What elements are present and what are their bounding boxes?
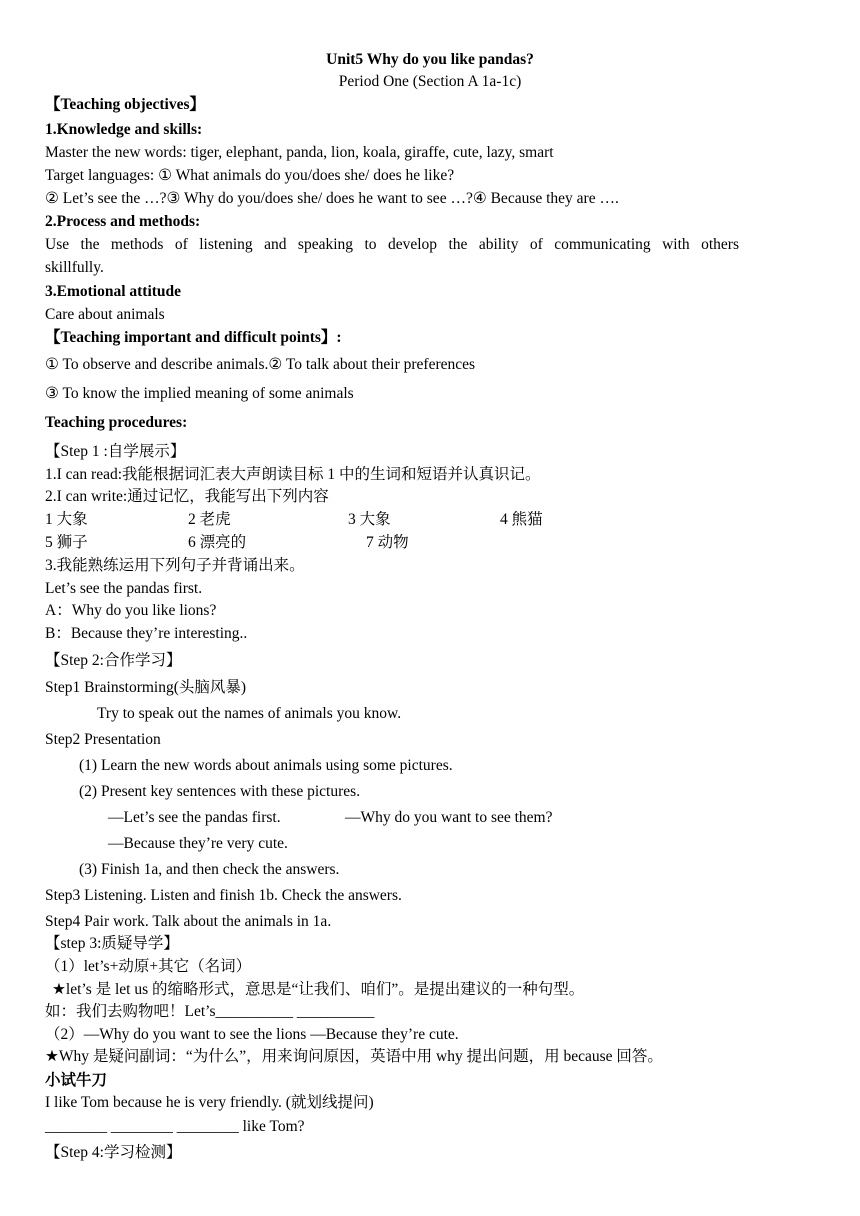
presentation-line: Step2 Presentation [45, 731, 161, 748]
sentence-line: Let’s see the pandas first. [45, 580, 203, 597]
presentation-item: (3) Finish 1a, and then check the answers. [79, 861, 340, 878]
target-languages-line-2: ② Let’s see the …?③ Why do you/does she/ does he want to see …?④ Because they are …. [45, 190, 619, 207]
pairwork-line: Step4 Pair work. Talk about the animals in 1a. [45, 913, 332, 930]
important-point-line-2: ③ To know the implied meaning of some animals [45, 385, 354, 402]
brainstorm-detail: Try to speak out the names of animals you know. [97, 705, 402, 722]
process-text-line-1: Use the methods of listening and speaking to develop the ability of communicating with others [45, 236, 739, 253]
procedures-heading: Teaching procedures: [45, 414, 188, 431]
step1-read-line: 1.I can read:我能根据词汇表大声朗读目标 1 中的生词和短语并认真识记。 [45, 466, 541, 483]
step4-heading: 【Step 4:学习检测】 [45, 1144, 182, 1161]
objectives-heading: 【Teaching objectives】 [45, 96, 206, 113]
important-points-heading: 【Teaching important and difficult points】: [45, 329, 342, 346]
dialogue-line: —Because they’re very cute. [108, 835, 288, 852]
document-subtitle: Period One (Section A 1a-1c) [338, 73, 522, 90]
important-point-line-1: ① To observe and describe animals.② To talk about their preferences [45, 356, 476, 373]
presentation-item: (1) Learn the new words about animals using some pictures. [79, 757, 453, 774]
grammar-example-1: 如：我们去购物吧！Let’s__________ __________ [45, 1003, 375, 1020]
practice-line-2: ________ ________ ________ like Tom? [45, 1118, 305, 1135]
step3-heading: 【step 3:质疑导学】 [45, 935, 179, 952]
vocab-item: 6 漂亮的 [188, 534, 247, 551]
vocab-item: 1 大象 [45, 511, 88, 528]
brainstorm-line: Step1 Brainstorming(头脑风暴) [45, 679, 247, 696]
step1-heading: 【Step 1 :自学展示】 [45, 443, 186, 460]
practice-heading: 小试牛刀 [45, 1071, 108, 1089]
knowledge-heading: 1.Knowledge and skills: [45, 121, 203, 138]
vocab-item: 3 大象 [348, 511, 391, 528]
dialogue-line: —Let’s see the pandas first. [108, 809, 281, 826]
listening-line: Step3 Listening. Listen and finish 1b. Check the answers. [45, 887, 402, 904]
process-text-line-2: skillfully. [45, 259, 104, 276]
vocab-item: 5 狮子 [45, 534, 88, 551]
document-title: Unit5 Why do you like pandas? [326, 51, 534, 68]
vocab-item: 2 老虎 [188, 511, 231, 528]
grammar-point-2: （2）—Why do you want to see the lions —Because they’re cute. [45, 1026, 459, 1043]
grammar-note-2: ★Why 是疑问副词：“为什么”，用来询问原因，英语中用 why 提出问题，用 because 回答。 [45, 1048, 663, 1065]
presentation-item: (2) Present key sentences with these pictures. [79, 783, 361, 800]
vocab-item: 4 熊猫 [500, 511, 543, 528]
emotional-text: Care about animals [45, 306, 165, 323]
target-languages-line-1: Target languages: ① What animals do you/does she/ does he like? [45, 167, 455, 184]
new-words-line: Master the new words: tiger, elephant, panda, lion, koala, giraffe, cute, lazy, smart [45, 144, 554, 161]
emotional-heading: 3.Emotional attitude [45, 283, 182, 300]
practice-line-1: I like Tom because he is very friendly. (就划线提问) [45, 1094, 374, 1111]
step1-write-line: 2.I can write:通过记忆，我能写出下列内容 [45, 488, 329, 505]
vocab-item: 7 动物 [366, 534, 409, 551]
sentence-line: A：Why do you like lions? [45, 602, 217, 619]
step1-recite-line: 3.我能熟练运用下列句子并背诵出来。 [45, 557, 305, 574]
grammar-point-1: （1）let’s+动原+其它（名词） [45, 958, 252, 975]
grammar-note-1: ★let’s 是 let us 的缩略形式，意思是“让我们、咱们”。是提出建议的一种句型。 [52, 981, 585, 998]
dialogue-line: —Why do you want to see them? [345, 809, 553, 826]
process-heading: 2.Process and methods: [45, 213, 201, 230]
sentence-line: B：Because they’re interesting.. [45, 625, 248, 642]
step2-heading: 【Step 2:合作学习】 [45, 652, 182, 669]
